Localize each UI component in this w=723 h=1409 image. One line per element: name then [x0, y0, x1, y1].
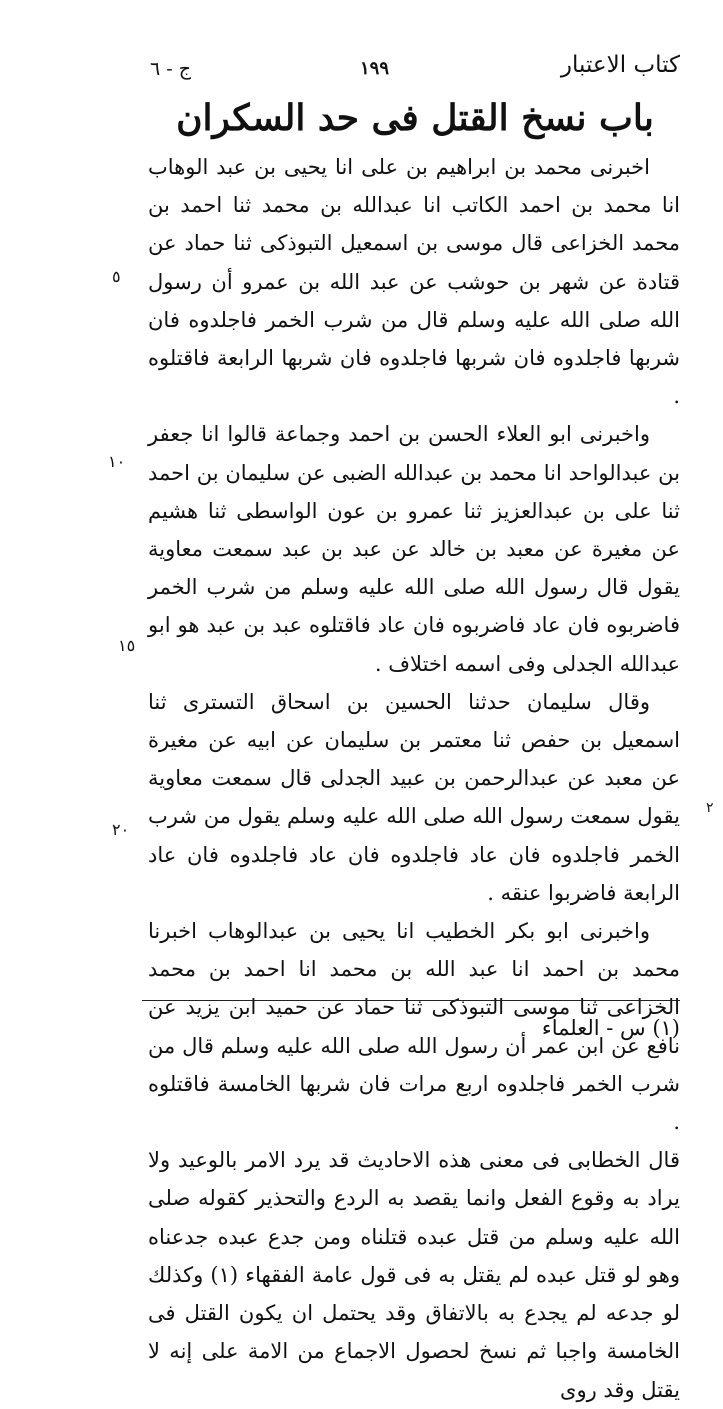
line-number-15: ١٥ [118, 636, 136, 655]
volume-number: ج - ٦ [150, 58, 191, 80]
paragraph-4: واخبرنى ابو بكر الخطيب انا يحيى بن عبدالوهاب اخبرنا محمد بن احمد انا عبد الله بن محمد انا احمد بن محمد الخزاعى ثنا موسى التبوذكى ثنا حماد عن حميد ابن يزيد عن نافع عن ابن عمر أن رسول الله صلى الله عليه وسلم قال من شرب الخمر فاجلدوه اربع مرات فان شربها الخامسة فاقتلوه . [148, 919, 680, 1135]
line-number-5: ٥ [112, 267, 121, 286]
footnote: (١) س - العلماء [541, 1016, 680, 1040]
footnote-divider [142, 1000, 680, 1001]
line-number-20: ٢٠ [112, 820, 130, 839]
paragraph-2: واخبرنى ابو العلاء الحسن بن احمد وجماعة قالوا انا جعفر بن عبدالواحد انا محمد بن عبدالله الضبى عن سليمان بن احمد ثنا على بن عبدالعزيز ثنا عمرو بن عون الواسطى ثنا هشيم عن مغيرة عن معبد بن خالد عن عبد بن عبد سمعت معاوية يقول قال رسول الله صلى الله عليه وسلم من شرب الخمر فاضربوه فان عاد فاضربوه فان عاد فاقتلوه عبد بن عبد هو ابو عبدالله الجدلى وفى اسمه اختلاف . [148, 422, 680, 676]
paragraph-5: قال الخطابى فى معنى هذه الاحاديث قد يرد الامر بالوعيد ولا يراد به وقوع الفعل وانما يقصد به الردع والتحذير كقوله صلى الله عليه وسلم من قتل عبده قتلناه ومن جدع عبده جدعناه وهو لو قتل عبده لم يقتل به فى قول عامة الفقهاء (١) وكذلك لو جدعه لم يجدع به بالاتفاق وقد يحتمل ان يكون القتل فى الخامسة واجبا ثم نسخ لحصول الاجماع من الامة على إنه لا يقتل وقد روى [148, 1148, 680, 1402]
paragraph-3: وقال سليمان حدثنا الحسين بن اسحاق التسترى ثنا اسمعيل بن حفص ثنا معتمر بن سليمان عن ابيه عن مغيرة عن معبد عن عبدالرحمن بن عبيد الجدلى قال سمعت معاوية يقول سمعت رسول الله صلى الله عليه وسلم يقول من شرب الخمر فاجلدوه فان عاد فاجلدوه فان عاد فاجلدوه فان عاد الرابعة فاضربوا عنقه . [148, 689, 680, 905]
line-number-10: ١٠ [108, 452, 126, 471]
page-number: ١٩٩ [360, 58, 390, 79]
running-header [150, 52, 680, 92]
chapter-title: باب نسخ القتل فى حد السكران [176, 97, 654, 139]
book-title: كتاب الاعتبار [560, 52, 680, 78]
margin-mark: ٢ [706, 800, 714, 816]
paragraph-1: اخبرنى محمد بن ابراهيم بن على انا يحيى بن عبد الوهاب انا محمد بن احمد الكاتب انا عبدالله بن محمد ثنا احمد بن محمد الخزاعى قال موسى بن اسمعيل التبوذكى ثنا حماد عن قتادة عن شهر بن حوشب عن عبد الله بن عمرو أن رسول الله صلى الله عليه وسلم قال من شرب الخمر فاجلدوه فان شربها فاجلدوه فان شربها فاجلدوه فان شربها الرابعة فاقتلوه . [148, 155, 680, 409]
main-text [148, 148, 680, 1409]
